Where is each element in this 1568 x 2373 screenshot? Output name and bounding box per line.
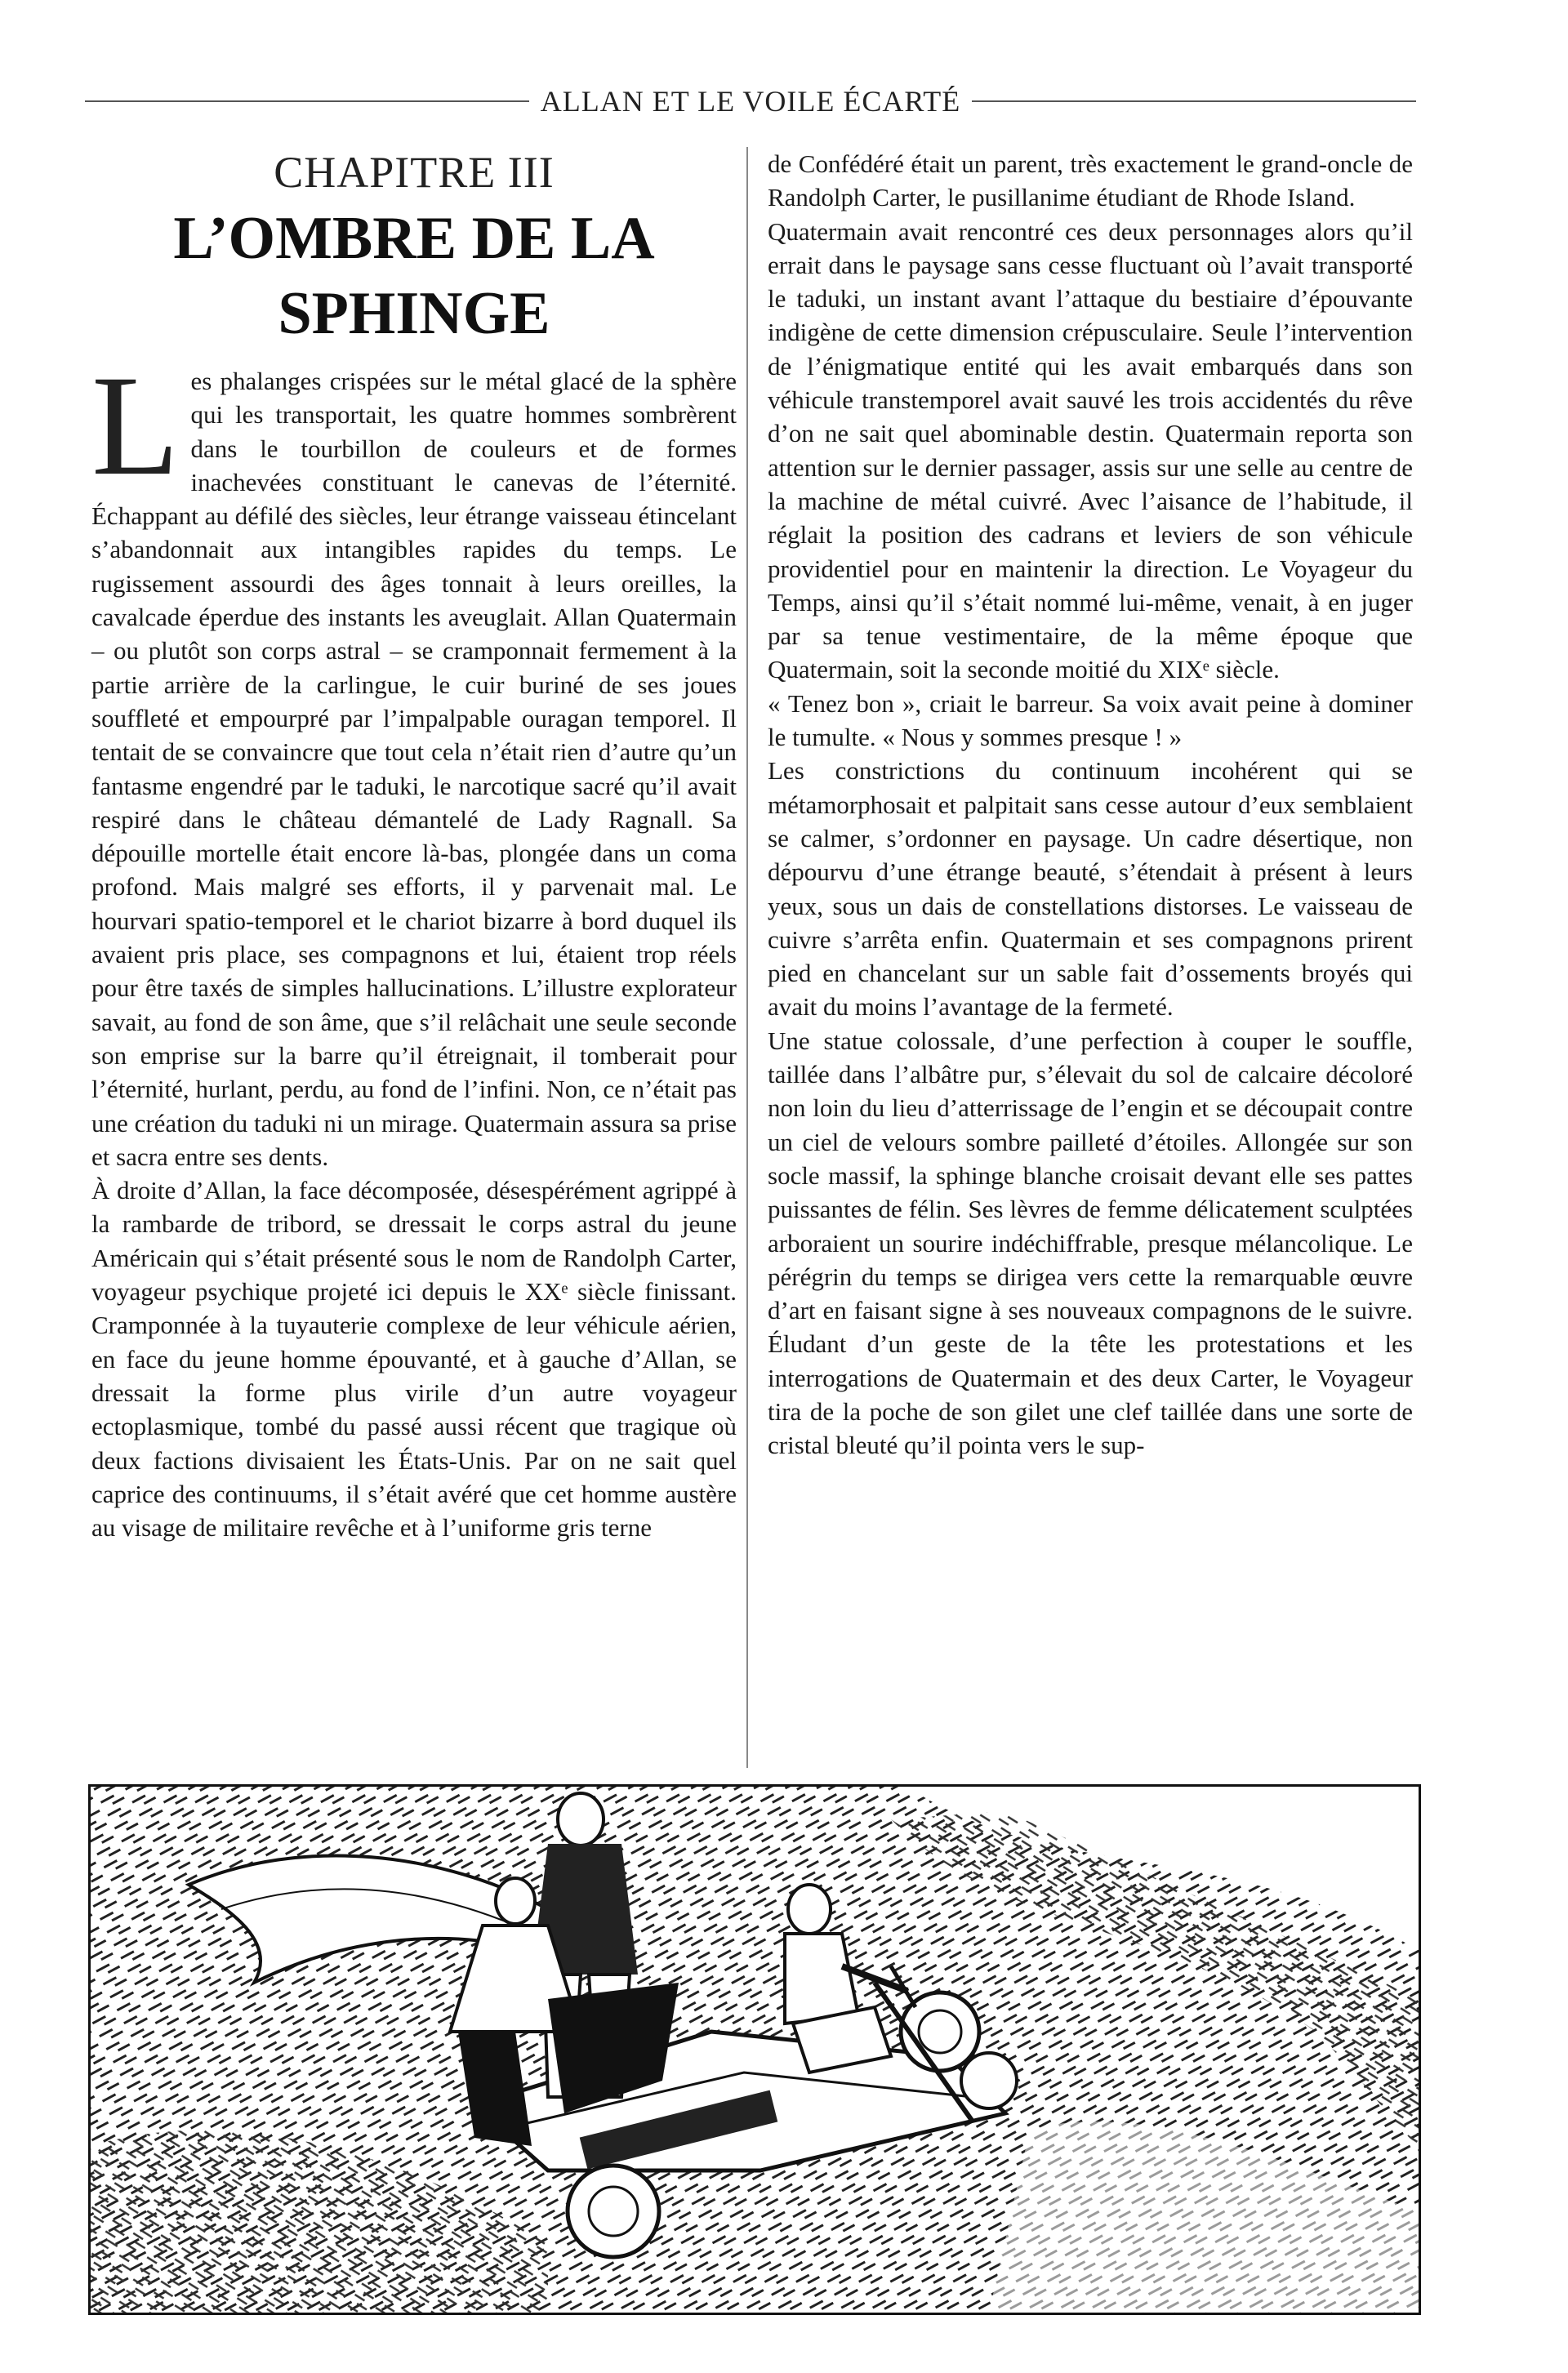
time-machine-illustration — [88, 1784, 1421, 2315]
header-rule-left — [85, 100, 529, 102]
column-divider — [746, 147, 748, 1768]
running-header — [85, 85, 1416, 118]
left-column — [91, 147, 737, 1544]
paragraph-4: Quatermain avait rencontré ces deux personnages alors qu’il errait dans le paysage sans cesse fluctuant où l’avait transporté le taduki, un instant avant l’attaque du bestiaire d’épouvante indigène de cette dimension crépusculaire. Seule l’intervention de l’énigmatique entité qui les avait embarqués dans son véhicule transtemporel avait sauvé les trois accidentés du rêve d’on ne sait quel abominable destin. Quatermain reporta son attention sur le dernier passager, assis sur une selle au centre de la machine de métal cuivré. Avec l’aisance de l’habitude, il réglait la position des cadrans et leviers de son véhicule providentiel pour en maintenir la direction. Le Voyageur du Temps, ainsi qu’il s’était nommé lui-même, venait, à en juger par sa tenue vestimentaire, de la même époque que Quatermain, soit la seconde moitié du XIXᵉ siècle. — [768, 216, 1413, 684]
running-header-title: ALLAN ET LE VOILE ÉCARTÉ — [540, 85, 961, 118]
paragraph-2: À droite d’Allan, la face décomposée, désespérément agrippé à la rambarde de tribord, se dressait le corps astral du jeune Américain qui s’était présenté sous le nom de Randolph Carter, voyageur psychique projeté ici depuis le XXᵉ siècle finissant. Cramponnée à la tuyauterie complexe de leur véhicule aérien, en face du jeune homme épouvanté, et à gauche d’Allan, se dressait la forme plus virile d’un autre voyageur ectoplasmique, tombé du passé aussi récent que tragique où deux factions divisaient les États-Unis. Par on ne sait quel caprice des continuums, il s’était avéré que cet homme austère au visage de militaire revêche et à l’uniforme gris terne — [91, 1176, 737, 1543]
chapter-heading — [91, 147, 737, 351]
chapter-number: CHAPITRE III — [274, 148, 555, 197]
drop-cap: L — [91, 346, 180, 505]
paragraph-5: « Tenez bon », criait le barreur. Sa voix avait peine à dominer le tumulte. « Nous y sommes presque ! » — [768, 688, 1413, 752]
paragraph-1-text: es phalanges crispées sur le métal glacé de la sphère qui les transportait, les quatre hommes sombrèrent dans le tourbillon de couleurs et de formes inachevées constituant le canevas de l’éternité. Échappant au défilé des siècles, leur étrange vaisseau étincelant s’abandonnait aux intangibles rapides du temps. Le rugissement assourdi des âges tonnait à leurs oreilles, la cavalcade éperdue des instants les aveuglait. Allan Quatermain – ou plutôt son corps astral – se cramponnait fermement à la partie arrière de la carlingue, le cuir buriné de ses joues souffleté et empourpré par l’impalpable ouragan temporel. Il tentait de se convaincre que tout cela n’était rien d’autre qu’un fantasme engendré par le taduki, le narcotique sacré qu’il avait respiré dans le château démantelé de Lady Ragnall. Sa dépouille mortelle était encore là-bas, plongée dans un coma profond. Mais malgré ses efforts, il y parvenait mal. Le hourvari spatio-temporel et le chariot bizarre à bord duquel ils avaient pris place, ses compagnons et lui, étaient trop réels pour être taxés de simples hallucinations. L’illustre explorateur savait, au fond de son âme, que s’il relâchait une seule seconde son emprise sur la barre qu’il étreignait, il tomberait pour l’éternité, hurlant, perdu, au fond de l’infini. Non, ce n’était pas une création du taduki ni un mirage. Quatermain assura sa prise et sacra entre ses dents. — [91, 367, 737, 1171]
paragraph-7: Une statue colossale, d’une perfection à couper le souffle, taillée dans l’albâtre pur, s’élevait du sol de calcaire décoloré non loin du lieu d’atterrissage de l’engin et se découpait contre un ciel de velours sombre pailleté d’étoiles. Allongée sur son socle massif, la sphinge blanche croisait devant elle ses pattes puissantes de félin. Ses lèvres de femme délicatement sculptées arboraient un sourire indéchiffrable, presque mélancolique. Le pérégrin du temps se dirigea vers cette la remarquable œuvre d’art en faisant signe à ses nouveaux compagnons de le suivre. Éludant d’un geste de la tête les protestations et les interrogations de Quatermain et des deux Carter, le Voyageur tira de la poche de son gilet une clef taillée dans une sorte de cristal bleuté qu’il pointa vers le sup- — [768, 1026, 1413, 1460]
paragraph-1 — [91, 346, 737, 1173]
paragraph-3: de Confédéré était un parent, très exactement le grand-oncle de Randolph Carter, le pusillanime étudiant de Rhode Island. — [768, 149, 1413, 212]
illustration-svg — [91, 1787, 1419, 2313]
chapter-title: L’OMBRE DE LA SPHINGE — [173, 205, 655, 347]
paragraph-6: Les constrictions du continuum incohérent qui se métamorphosait et palpitait sans cesse autour d’eux semblaient se calmer, s’ordonner en paysage. Un cadre désertique, non dépourvu d’une étrange beauté, s’étendait à présent à leurs yeux, sous un dais de constellations distorses. Le vaisseau de cuivre s’arrêta enfin. Quatermain et ses compagnons prirent pied en chancelant sur un sable fait d’ossements broyés qui avait du moins l’avantage de la fermeté. — [768, 756, 1413, 1022]
header-rule-right — [972, 100, 1416, 102]
right-column — [768, 147, 1413, 1463]
